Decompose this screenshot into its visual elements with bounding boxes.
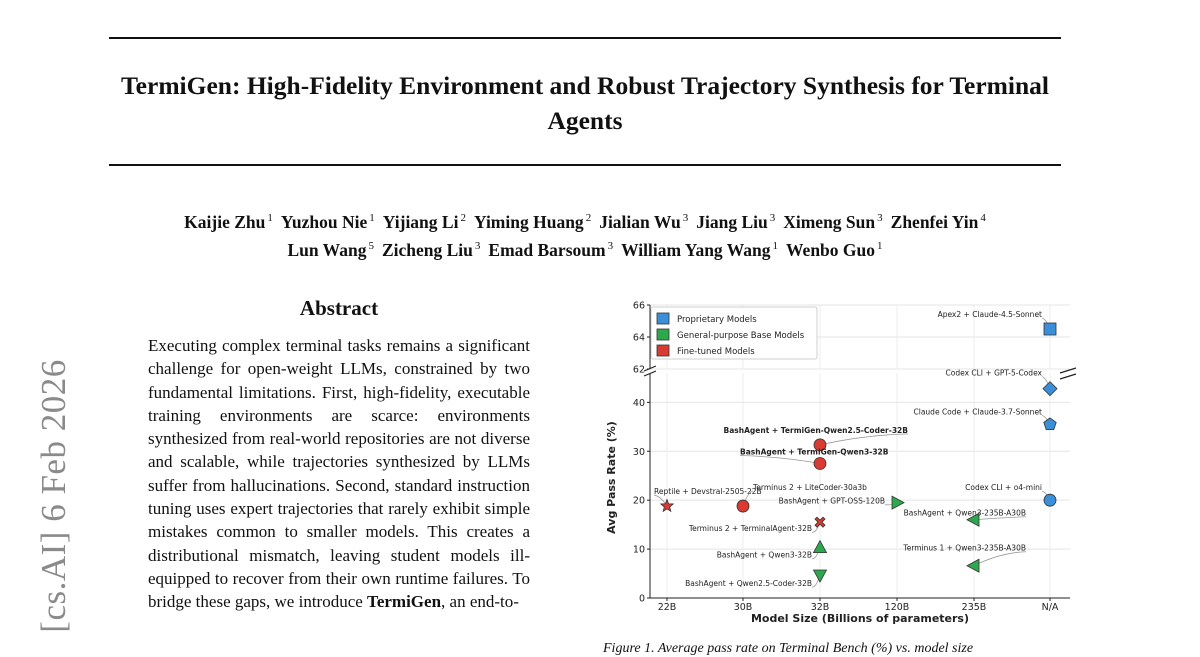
data-point (967, 559, 979, 572)
title-bottom-rule (109, 164, 1061, 166)
data-label: BashAgent + Qwen2.5-Coder-32B (685, 579, 812, 589)
label-leader-line (974, 552, 1026, 566)
data-label: Codex CLI + GPT-5-Codex (945, 368, 1042, 378)
author-name-text: Yuzhou Nie (280, 211, 368, 232)
legend-label: Fine-tuned Models (677, 347, 755, 357)
author-name-text: Emad Barsoum (488, 239, 606, 260)
x-axis-label: Model Size (Billions of parameters) (750, 612, 970, 625)
author-name-text: Wenbo Guo (786, 239, 876, 260)
data-label: Terminus 2 + LiteCoder-30a3b (753, 483, 867, 493)
data-label: Apex2 + Claude-4.5-Sonnet (937, 310, 1042, 319)
data-label: Claude Code + Claude-3.7-Sonnet (913, 407, 1042, 417)
data-point (814, 570, 827, 582)
y-tick-label: 20 (632, 495, 645, 507)
label-leader-line (820, 434, 908, 445)
author-name-text: William Yang Wang (621, 239, 771, 260)
author-affiliation-mark: 2 (585, 212, 592, 224)
data-label: Terminus 1 + Qwen3-235B-A30B (903, 543, 1026, 553)
legend-swatch (657, 345, 669, 356)
author-affiliation-mark: 3 (682, 212, 689, 224)
y-tick-label: 64 (632, 332, 645, 344)
author-name-text: Kaijie Zhu (184, 211, 266, 232)
author-name-text: Zhenfei Yin (890, 211, 979, 232)
author-name (786, 240, 883, 260)
author-name (599, 212, 688, 232)
data-label: BashAgent + TermiGen-Qwen2.5-Coder-32B (723, 425, 908, 435)
abstract-text-tail: , an end-to- (441, 592, 519, 612)
data-label: Terminus 2 + TerminalAgent-32B (688, 524, 812, 534)
y-tick-label: 40 (632, 397, 645, 409)
author-name (783, 212, 882, 232)
abstract-text: Executing complex terminal tasks remains a significant challenge for open-weight LLMs, constrained by two fundamental limitations. First, high-fidelity, executable training environments are scarce: environments synthesized from real-world repositories are not diverse and scalable, while trajectories synthesized by LLMs suffer from hallucinations. Second, standard instruction tuning uses expert trajectories that rarely exhibit simple mistakes common to smaller models. This creates a distributional mismatch, leaving student models ill-equipped to recover from their own runtime failures. To bridge these gaps, we introduce (148, 336, 530, 612)
author-name-text: Ximeng Sun (783, 211, 876, 232)
paper-title: TermiGen: High-Fidelity Environment and Robust Trajectory Synthesis for Terminal Agents (121, 71, 1049, 135)
y-tick-label: 10 (632, 544, 645, 556)
x-tick-label: 235B (961, 602, 987, 613)
data-label: BashAgent + Qwen3-32B (716, 550, 812, 560)
author-affiliation-mark: 3 (607, 239, 614, 252)
label-leader-line (740, 455, 820, 463)
author-name-text: Jiang Liu (696, 211, 768, 232)
y-tick-label: 30 (632, 446, 645, 458)
author-name (382, 240, 480, 260)
author-affiliation-mark: 1 (369, 212, 375, 224)
data-label: Reptile + Devstral-2505-22B (654, 487, 762, 497)
data-point (1043, 382, 1057, 396)
y-axis-label: Avg Pass Rate (%) (605, 421, 618, 534)
x-tick-label: 22B (657, 602, 677, 613)
data-point (1044, 418, 1056, 430)
author-name-text: Lun Wang (287, 239, 367, 260)
legend-swatch (657, 329, 669, 340)
legend-swatch (657, 313, 669, 324)
author-name (383, 212, 466, 232)
author-name (281, 212, 375, 232)
y-tick-label: 66 (632, 300, 645, 312)
author-name-text: Zicheng Liu (381, 239, 473, 260)
author-affiliation-mark: 4 (980, 212, 986, 224)
x-tick-label: N/A (1041, 602, 1059, 613)
y-tick-label: 62 (632, 364, 645, 376)
author-list (100, 206, 1070, 262)
x-tick-label: 32B (810, 602, 830, 613)
top-rule (109, 37, 1061, 39)
y-tick-label: 0 (638, 593, 645, 605)
data-label: Codex CLI + o4-mini (965, 483, 1042, 493)
author-affiliation-mark: 1 (267, 212, 273, 224)
x-tick-label: 120B (884, 602, 910, 613)
author-name-text: Yiming Huang (473, 211, 584, 232)
author-affiliation-mark: 3 (769, 212, 776, 224)
author-affiliation-mark: 2 (460, 212, 466, 224)
author-name (287, 240, 373, 260)
author-affiliation-mark: 1 (772, 239, 779, 252)
data-point (814, 457, 826, 469)
arxiv-stamp: [cs.AI] 6 Feb 2026 (34, 359, 73, 633)
figure-caption: Figure 1. Average pass rate on Terminal Bench (%) vs. model size (603, 641, 974, 656)
author-affiliation-mark: 3 (877, 212, 883, 224)
legend-label: General-purpose Base Models (677, 331, 805, 341)
data-point (814, 541, 827, 553)
abstract-body (148, 334, 530, 614)
author-name-text: Jialian Wu (599, 211, 681, 232)
author-name (696, 212, 775, 232)
author-name (488, 240, 613, 260)
author-name (474, 212, 591, 232)
abstract-heading: Abstract (299, 296, 379, 320)
data-point (1044, 494, 1056, 506)
pass-rate-chart (600, 296, 1080, 626)
abstract-method-name: TermiGen (367, 592, 442, 612)
x-tick-label: 30B (733, 602, 753, 613)
data-point (1044, 323, 1056, 335)
legend-label: Proprietary Models (677, 315, 757, 325)
axis-break-mark (1060, 374, 1076, 379)
author-affiliation-mark: 1 (877, 239, 883, 252)
data-label: BashAgent + Qwen3-235B-A30B (903, 508, 1026, 518)
data-point (892, 496, 904, 509)
author-name-text: Yijiang Li (382, 211, 459, 232)
author-name (891, 212, 986, 232)
data-label: BashAgent + GPT-OSS-120B (778, 496, 885, 506)
author-name (621, 240, 778, 260)
author-name (184, 212, 273, 232)
data-point (737, 500, 749, 512)
data-label: BashAgent + TermiGen-Qwen3-32B (740, 447, 889, 457)
author-affiliation-mark: 3 (474, 239, 481, 252)
author-affiliation-mark: 5 (368, 239, 374, 252)
